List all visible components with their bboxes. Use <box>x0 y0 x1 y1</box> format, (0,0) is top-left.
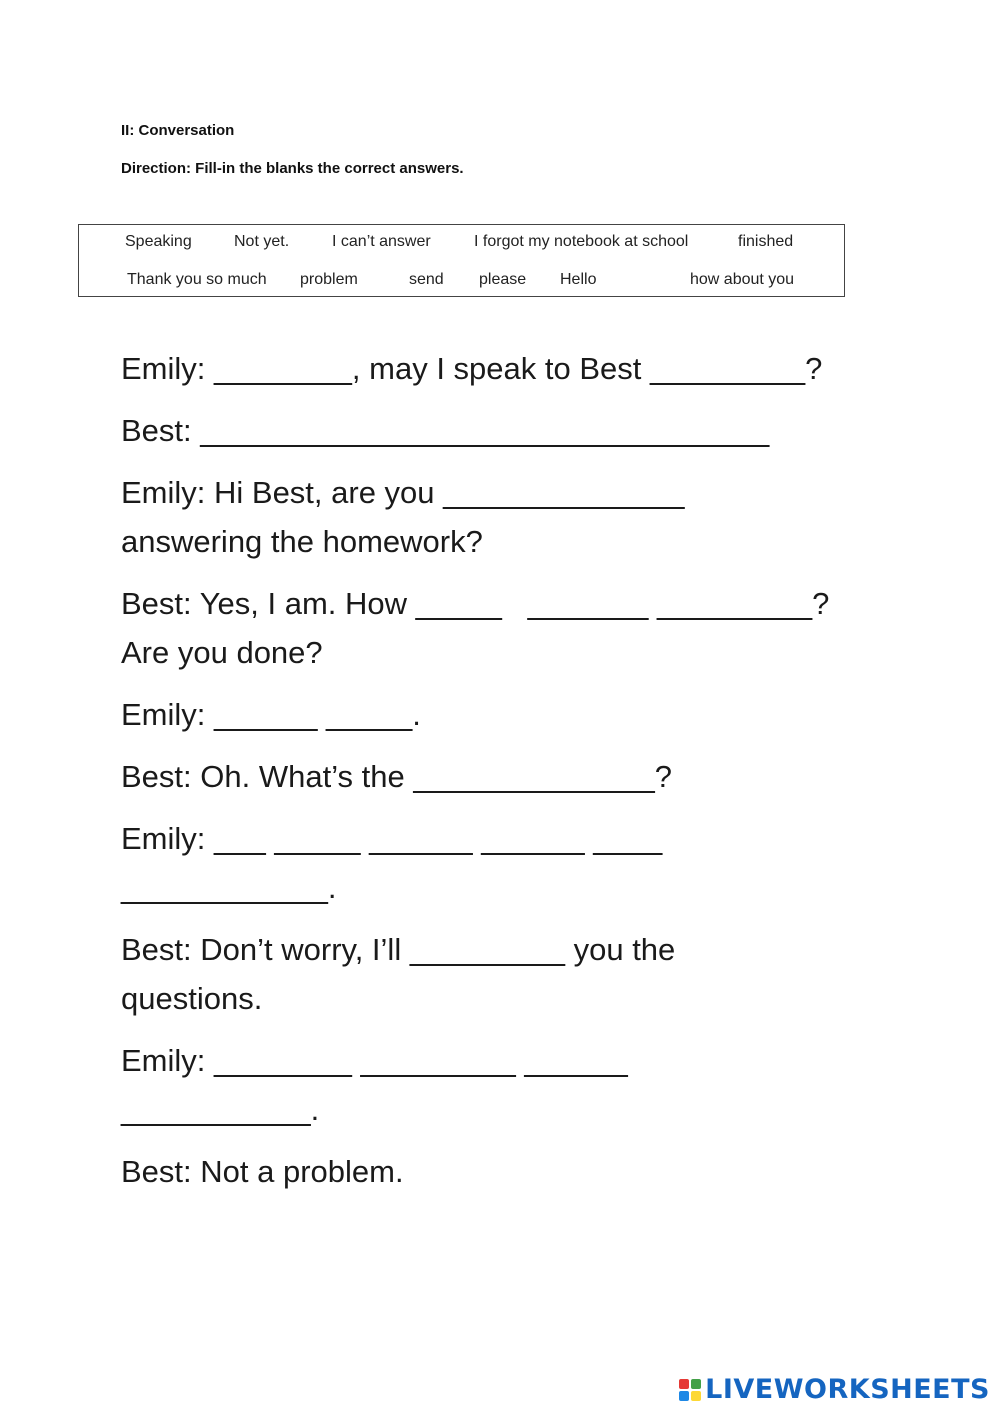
dialogue-line: Best: Not a problem. <box>121 1154 404 1189</box>
word-bank-item: send <box>409 271 444 288</box>
word-bank-item: Thank you so much <box>127 271 267 288</box>
liveworksheets-logo <box>679 1374 990 1405</box>
dialogue-line: Emily: ________, may I speak to Best _________? <box>121 351 823 386</box>
word-bank-item: problem <box>300 271 358 288</box>
dialogue-line: Emily: ______ _____. <box>121 697 421 732</box>
word-bank-item: finished <box>738 233 794 250</box>
word-bank-item: I can’t answer <box>332 233 431 250</box>
dialogue-line: ____________. <box>121 870 337 905</box>
dialogue-line: Are you done? <box>121 635 323 670</box>
word-bank-item: I forgot my notebook at school <box>474 233 689 250</box>
brand-name: LIVEWORKSHEETS <box>705 1374 990 1405</box>
dialogue-line: Best: Yes, I am. How _____ _______ _________? <box>121 586 830 621</box>
word-bank-item: Not yet. <box>234 233 290 250</box>
logo-mark-icon <box>679 1379 701 1401</box>
dialogue-line: answering the homework? <box>121 524 483 559</box>
dialogue-line: Emily: ________ _________ ______ <box>121 1043 628 1078</box>
dialogue-line: Best: Don’t worry, I’ll _________ you the <box>121 932 676 967</box>
dialogue-line: Emily: Hi Best, are you ______________ <box>121 475 685 510</box>
section-title: II: Conversation <box>121 122 235 139</box>
dialogue-line: Best: _________________________________ <box>121 413 770 448</box>
word-bank-item: please <box>479 271 527 288</box>
word-bank-item: Speaking <box>125 233 192 250</box>
dialogue-line: questions. <box>121 981 263 1016</box>
direction-text: Direction: Fill-in the blanks the correct answers. <box>121 160 464 177</box>
word-bank-item: how about you <box>690 271 795 288</box>
dialogue-line: Emily: ___ _____ ______ ______ ____ <box>121 821 663 856</box>
dialogue-line: Best: Oh. What’s the ______________? <box>121 759 672 794</box>
dialogue-line: ___________. <box>121 1092 320 1127</box>
word-bank-item: Hello <box>560 271 597 288</box>
